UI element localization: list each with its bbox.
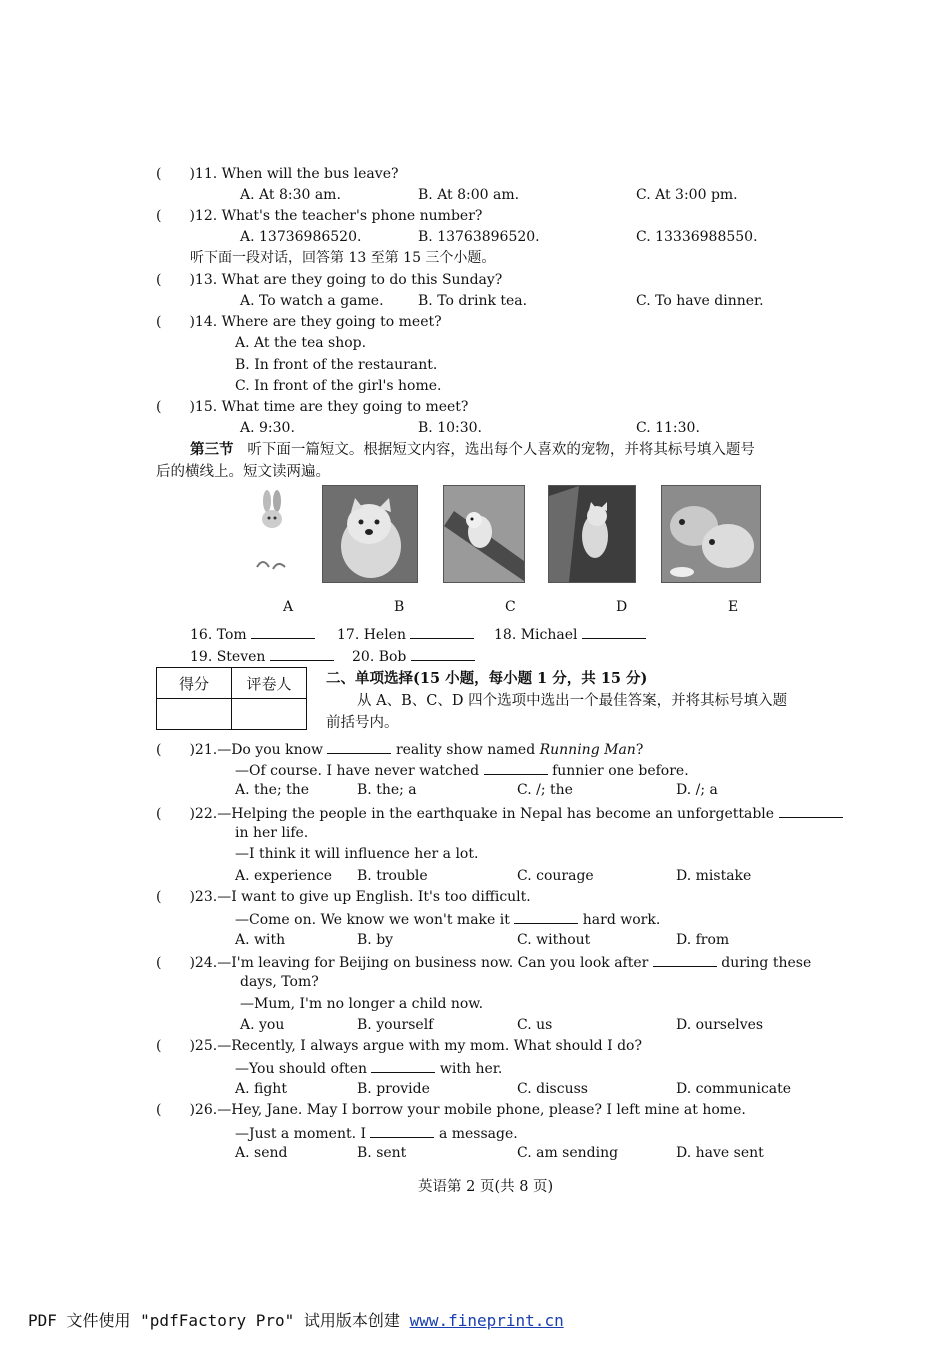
section3-instruction: 听下面一篇短文。根据短文内容，选出每个人喜欢的宠物，并将其标号填入题号: [247, 442, 755, 458]
q12-option-c: C. 13336988550.: [636, 229, 758, 245]
watermark-text: PDF 文件使用 "pdfFactory Pro" 试用版本创建: [28, 1311, 400, 1330]
q26-text-1: —Hey, Jane. May I borrow your mobile phone, please? I left mine at home.: [217, 1102, 746, 1118]
q18-label: 18. Michael: [494, 627, 578, 643]
q22-option-d: D. mistake: [676, 868, 752, 884]
q25-line1: [156, 1037, 642, 1055]
picture-label-c: C: [505, 599, 516, 615]
q17-fill: [337, 624, 474, 644]
q11-number: ( )11.: [156, 166, 218, 182]
part2-instruction-1: 从 A、B、C、D 四个选项中选出一个最佳答案，并将其标号填入题: [357, 693, 788, 709]
q17-blank[interactable]: [410, 624, 474, 639]
q25-text-2: —You should often: [235, 1061, 367, 1077]
q25-line2: [235, 1058, 502, 1078]
q22-option-b: B. trouble: [357, 868, 428, 884]
q24-text-1: —I'm leaving for Beijing on business now. Can you look after: [217, 955, 649, 971]
q25-option-d: D. communicate: [676, 1081, 792, 1097]
part2-instruction-2: 前括号内。: [326, 715, 399, 731]
q21-qmark: ?: [635, 742, 644, 758]
q22-number: ( )22.: [156, 806, 218, 822]
q16-label: 16. Tom: [190, 627, 247, 643]
part2-title: 二、单项选择(15 小题，每小题 1 分，共 15 分): [326, 670, 648, 687]
section3-line2: 后的横线上。短文读两遍。: [156, 464, 330, 480]
q26-option-c: C. am sending: [517, 1145, 619, 1161]
bird-picture: [443, 485, 525, 583]
grader-cell[interactable]: [232, 699, 307, 730]
q17-label: 17. Helen: [337, 627, 406, 643]
q25-option-b: B. provide: [357, 1081, 430, 1097]
q26-line1: [156, 1101, 746, 1119]
q13-stem: [156, 271, 502, 289]
q24-option-c: C. us: [517, 1017, 553, 1033]
q20-label: 20. Bob: [352, 649, 407, 665]
q21-text-4: funnier one before.: [552, 763, 689, 779]
q26-option-b: B. sent: [357, 1145, 407, 1161]
section3-line1: [190, 441, 755, 459]
q14-stem: [156, 313, 442, 331]
q21-text-3: —Of course. I have never watched: [235, 763, 480, 779]
q20-blank[interactable]: [411, 646, 475, 661]
q21-blank-2[interactable]: [484, 760, 548, 775]
picture-label-e: E: [728, 599, 739, 615]
q21-option-a: A. the; the: [235, 782, 310, 798]
q14-option-a: A. At the tea shop.: [235, 335, 367, 351]
watermark-link[interactable]: www.fineprint.cn: [409, 1311, 564, 1330]
q21-text-1: —Do you know: [217, 742, 324, 758]
q13-text: What are they going to do this Sunday?: [221, 272, 503, 288]
picture-label-b: B: [394, 599, 405, 615]
q24-option-a: A. you: [240, 1017, 285, 1033]
dialog-instruction: 听下面一段对话，回答第 13 至第 15 三个小题。: [190, 250, 496, 266]
q21-line2: [235, 760, 689, 780]
q24-blank[interactable]: [653, 952, 717, 967]
q21-option-d: D. /; a: [676, 782, 718, 798]
q26-number: ( )26.: [156, 1102, 218, 1118]
q24-text-3: days, Tom?: [240, 974, 319, 990]
q24-text-4: —Mum, I'm no longer a child now.: [240, 996, 484, 1012]
q14-option-c: C. In front of the girl's home.: [235, 378, 442, 394]
q26-text-2: —Just a moment. I: [235, 1126, 367, 1142]
q20-fill: [352, 646, 475, 666]
q25-option-c: C. discuss: [517, 1081, 588, 1097]
q13-option-c: C. To have dinner.: [636, 293, 764, 309]
q11-option-a: A. At 8:30 am.: [240, 187, 341, 203]
q22-blank[interactable]: [779, 803, 843, 818]
q12-option-b: B. 13763896520.: [418, 229, 540, 245]
q22-text-1: —Helping the people in the earthquake in Nepal has become an unforgettable: [217, 806, 775, 822]
score-table: [156, 667, 307, 730]
q13-option-b: B. To drink tea.: [418, 293, 528, 309]
q12-option-a: A. 13736986520.: [240, 229, 362, 245]
q14-number: ( )14.: [156, 314, 218, 330]
q15-stem: [156, 398, 468, 416]
q23-option-c: C. without: [517, 932, 591, 948]
q22-text-2: in her life.: [235, 825, 309, 841]
q15-option-b: B. 10:30.: [418, 420, 482, 436]
q18-fill: [494, 624, 646, 644]
score-cell[interactable]: [157, 699, 232, 730]
q21-text-2: reality show named: [395, 742, 536, 758]
q15-number: ( )15.: [156, 399, 218, 415]
q23-text-3: hard work.: [582, 912, 661, 928]
q12-number: ( )12.: [156, 208, 218, 224]
q23-option-d: D. from: [676, 932, 730, 948]
q24-option-b: B. yourself: [357, 1017, 434, 1033]
section3-title: 第三节: [190, 441, 234, 458]
q26-line2: [235, 1123, 518, 1143]
grader-header: 评卷人: [232, 668, 307, 699]
q21-number: ( )21.: [156, 742, 218, 758]
q12-stem: [156, 207, 482, 225]
q22-line1: [156, 803, 843, 823]
q12-text: What's the teacher's phone number?: [221, 208, 483, 224]
q11-stem: [156, 165, 398, 183]
q13-option-a: A. To watch a game.: [240, 293, 384, 309]
q14-option-b: B. In front of the restaurant.: [235, 357, 438, 373]
q22-option-c: C. courage: [517, 868, 594, 884]
q23-line2: [235, 909, 660, 929]
q25-text-3: with her.: [439, 1061, 503, 1077]
q19-blank[interactable]: [270, 646, 334, 661]
q11-text: When will the bus leave?: [221, 166, 399, 182]
page-number: 英语第 2 页(共 8 页): [418, 1179, 554, 1195]
q23-text-2: —Come on. We know we won't make it: [235, 912, 510, 928]
q23-blank[interactable]: [514, 909, 578, 924]
picture-label-d: D: [616, 599, 628, 615]
q24-text-2: during these: [721, 955, 812, 971]
q15-option-c: C. 11:30.: [636, 420, 700, 436]
q26-text-3: a message.: [438, 1126, 518, 1142]
q19-fill: [190, 646, 334, 666]
pdf-watermark: [28, 1308, 564, 1331]
q24-number: ( )24.: [156, 955, 218, 971]
q25-option-a: A. fight: [235, 1081, 287, 1097]
q15-option-a: A. 9:30.: [240, 420, 295, 436]
q26-blank[interactable]: [370, 1123, 434, 1138]
q23-number: ( )23.: [156, 889, 218, 905]
q11-option-c: C. At 3:00 pm.: [636, 187, 738, 203]
fish-picture: [661, 485, 761, 583]
q13-number: ( )13.: [156, 272, 218, 288]
q22-text-3: —I think it will influence her a lot.: [235, 846, 479, 862]
q21-blank-1[interactable]: [327, 739, 391, 754]
q24-line1: [156, 952, 811, 972]
q23-text-1: —I want to give up English. It's too difficult.: [217, 889, 531, 905]
picture-label-a: A: [283, 599, 294, 615]
q15-text: What time are they going to meet?: [221, 399, 469, 415]
q16-blank[interactable]: [251, 624, 315, 639]
q24-option-d: D. ourselves: [676, 1017, 764, 1033]
q21-show-name: Running Man: [539, 742, 636, 758]
q26-option-d: D. have sent: [676, 1145, 764, 1161]
q18-blank[interactable]: [582, 624, 646, 639]
q16-fill: [190, 624, 315, 644]
q26-option-a: A. send: [235, 1145, 288, 1161]
cat-picture: [548, 485, 636, 583]
q14-text: Where are they going to meet?: [221, 314, 442, 330]
rabbit-picture: [247, 487, 295, 579]
q19-label: 19. Steven: [190, 649, 266, 665]
q21-option-b: B. the; a: [357, 782, 417, 798]
q22-option-a: A. experience: [235, 868, 333, 884]
q23-option-a: A. with: [235, 932, 286, 948]
q25-blank[interactable]: [371, 1058, 435, 1073]
q21-line1: [156, 739, 643, 759]
q11-option-b: B. At 8:00 am.: [418, 187, 520, 203]
score-header: 得分: [157, 668, 232, 699]
q23-option-b: B. by: [357, 932, 394, 948]
q25-text-1: —Recently, I always argue with my mom. What should I do?: [217, 1038, 642, 1054]
q21-option-c: C. /; the: [517, 782, 573, 798]
q25-number: ( )25.: [156, 1038, 218, 1054]
q23-line1: [156, 888, 531, 906]
dog-picture: [322, 485, 418, 583]
